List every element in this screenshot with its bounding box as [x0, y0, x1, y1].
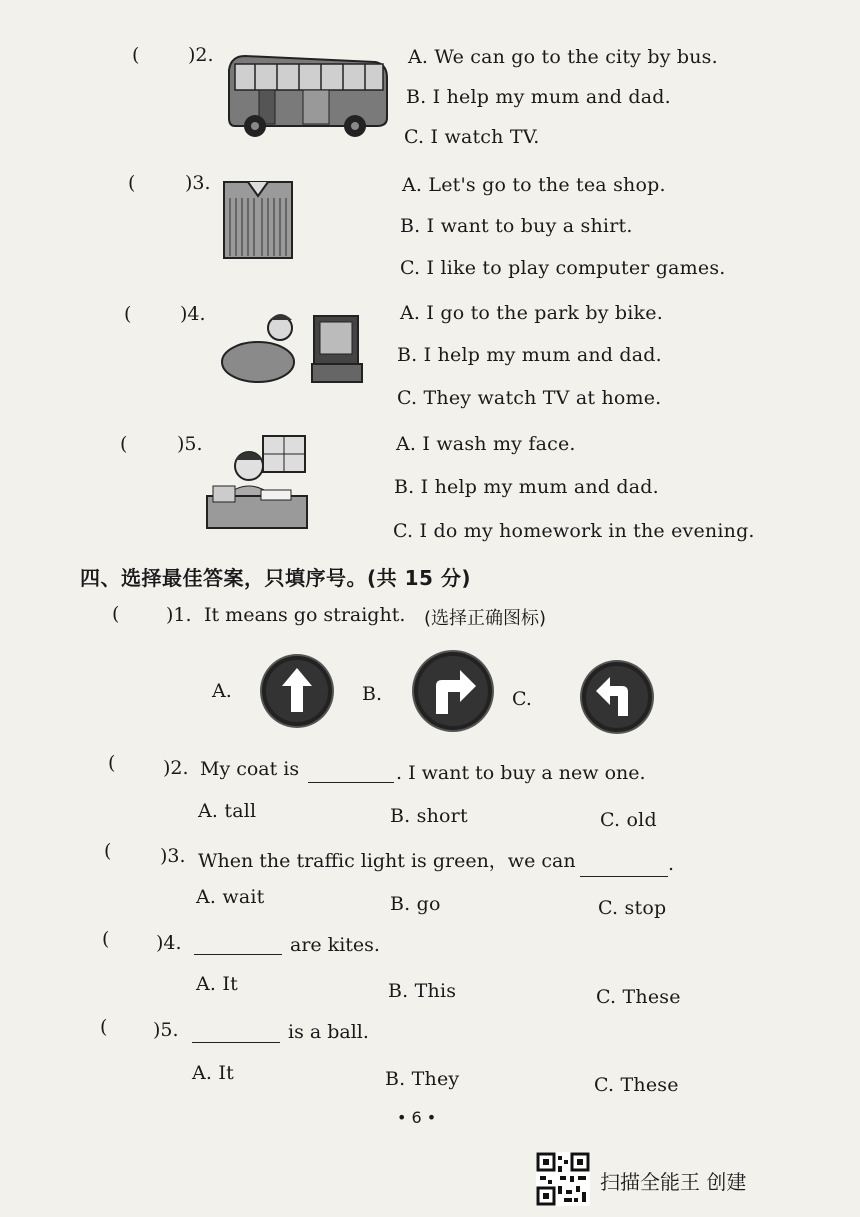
option-text: C. They watch TV at home. [397, 387, 662, 409]
option-text: B. I want to buy a shirt. [400, 215, 633, 237]
choice-option: A. It [192, 1062, 234, 1084]
answer-paren: ( [108, 752, 116, 774]
choice-option: A. It [196, 973, 238, 995]
question-number: )4. [180, 303, 206, 325]
answer-paren: ( [124, 303, 132, 325]
choice-option: B. short [390, 805, 468, 827]
answer-paren: ( [104, 840, 112, 862]
choice-option: C. old [600, 809, 657, 831]
option-label: A. [212, 680, 232, 702]
choice-option: B. They [385, 1068, 460, 1090]
option-text: B. I help my mum and dad. [394, 476, 659, 498]
choice-option: A. tall [198, 800, 257, 822]
option-text: B. I help my mum and dad. [406, 86, 671, 108]
bus-icon [225, 48, 390, 140]
section-title: 四、选择最佳答案，只填序号。(共 15 分) [80, 566, 472, 590]
question-text-after: . [668, 853, 675, 875]
choice-option: B. go [390, 893, 441, 915]
choice-option: A. wait [196, 886, 265, 908]
question-number: )3. [160, 845, 186, 867]
scanner-watermark-text: 扫描全能王 创建 [600, 1170, 747, 1194]
choice-option: B. This [388, 980, 457, 1002]
question-text-after: is a ball. [288, 1021, 369, 1043]
question-number: )5. [153, 1019, 179, 1041]
question-number: )3. [185, 172, 211, 194]
option-text: C. I like to play computer games. [400, 257, 726, 279]
question-number: )5. [177, 433, 203, 455]
arrow-up-icon [262, 656, 332, 726]
choice-option: C. stop [598, 897, 667, 919]
answer-paren: ( [132, 44, 140, 66]
question-number: )2. [188, 44, 214, 66]
answer-paren: ( [100, 1016, 108, 1038]
question-text-after: are kites. [290, 934, 380, 956]
answer-paren: ( [112, 603, 120, 625]
question-number: )4. [156, 932, 182, 954]
question-text-before: My coat is [200, 758, 300, 780]
answer-blank[interactable] [308, 782, 394, 783]
answer-paren: ( [102, 928, 110, 950]
option-text: A. I go to the park by bike. [400, 302, 663, 324]
arrow-turn-left-icon [582, 662, 652, 732]
question-number: )2. [163, 757, 189, 779]
option-label: B. [362, 683, 383, 705]
question-text: It means go straight. [204, 604, 406, 626]
watching-tv-icon [218, 306, 366, 386]
arrow-turn-right-icon [414, 652, 492, 730]
answer-paren: ( [128, 172, 136, 194]
page-number: • 6 • [397, 1108, 437, 1127]
choice-option: C. These [594, 1074, 679, 1096]
answer-blank[interactable] [580, 876, 668, 877]
option-text: B. I help my mum and dad. [397, 344, 662, 366]
homework-icon [205, 434, 309, 530]
question-text-after: . I want to buy a new one. [396, 762, 646, 784]
qr-code-icon [536, 1152, 590, 1206]
option-text: A. Let's go to the tea shop. [402, 174, 666, 196]
question-text-before: When the traffic light is green，we can [198, 850, 576, 872]
option-text: C. I do my homework in the evening. [393, 520, 755, 542]
option-text: A. I wash my face. [396, 433, 576, 455]
answer-blank[interactable] [194, 954, 282, 955]
shirt-icon [222, 178, 294, 260]
answer-blank[interactable] [192, 1042, 280, 1043]
choice-option: C. These [596, 986, 681, 1008]
option-text: A. We can go to the city by bus. [408, 46, 718, 68]
answer-paren: ( [120, 433, 128, 455]
option-text: C. I watch TV. [404, 126, 540, 148]
option-label: C. [512, 688, 532, 710]
question-hint: (选择正确图标) [424, 608, 547, 629]
question-number: )1. [166, 604, 192, 626]
